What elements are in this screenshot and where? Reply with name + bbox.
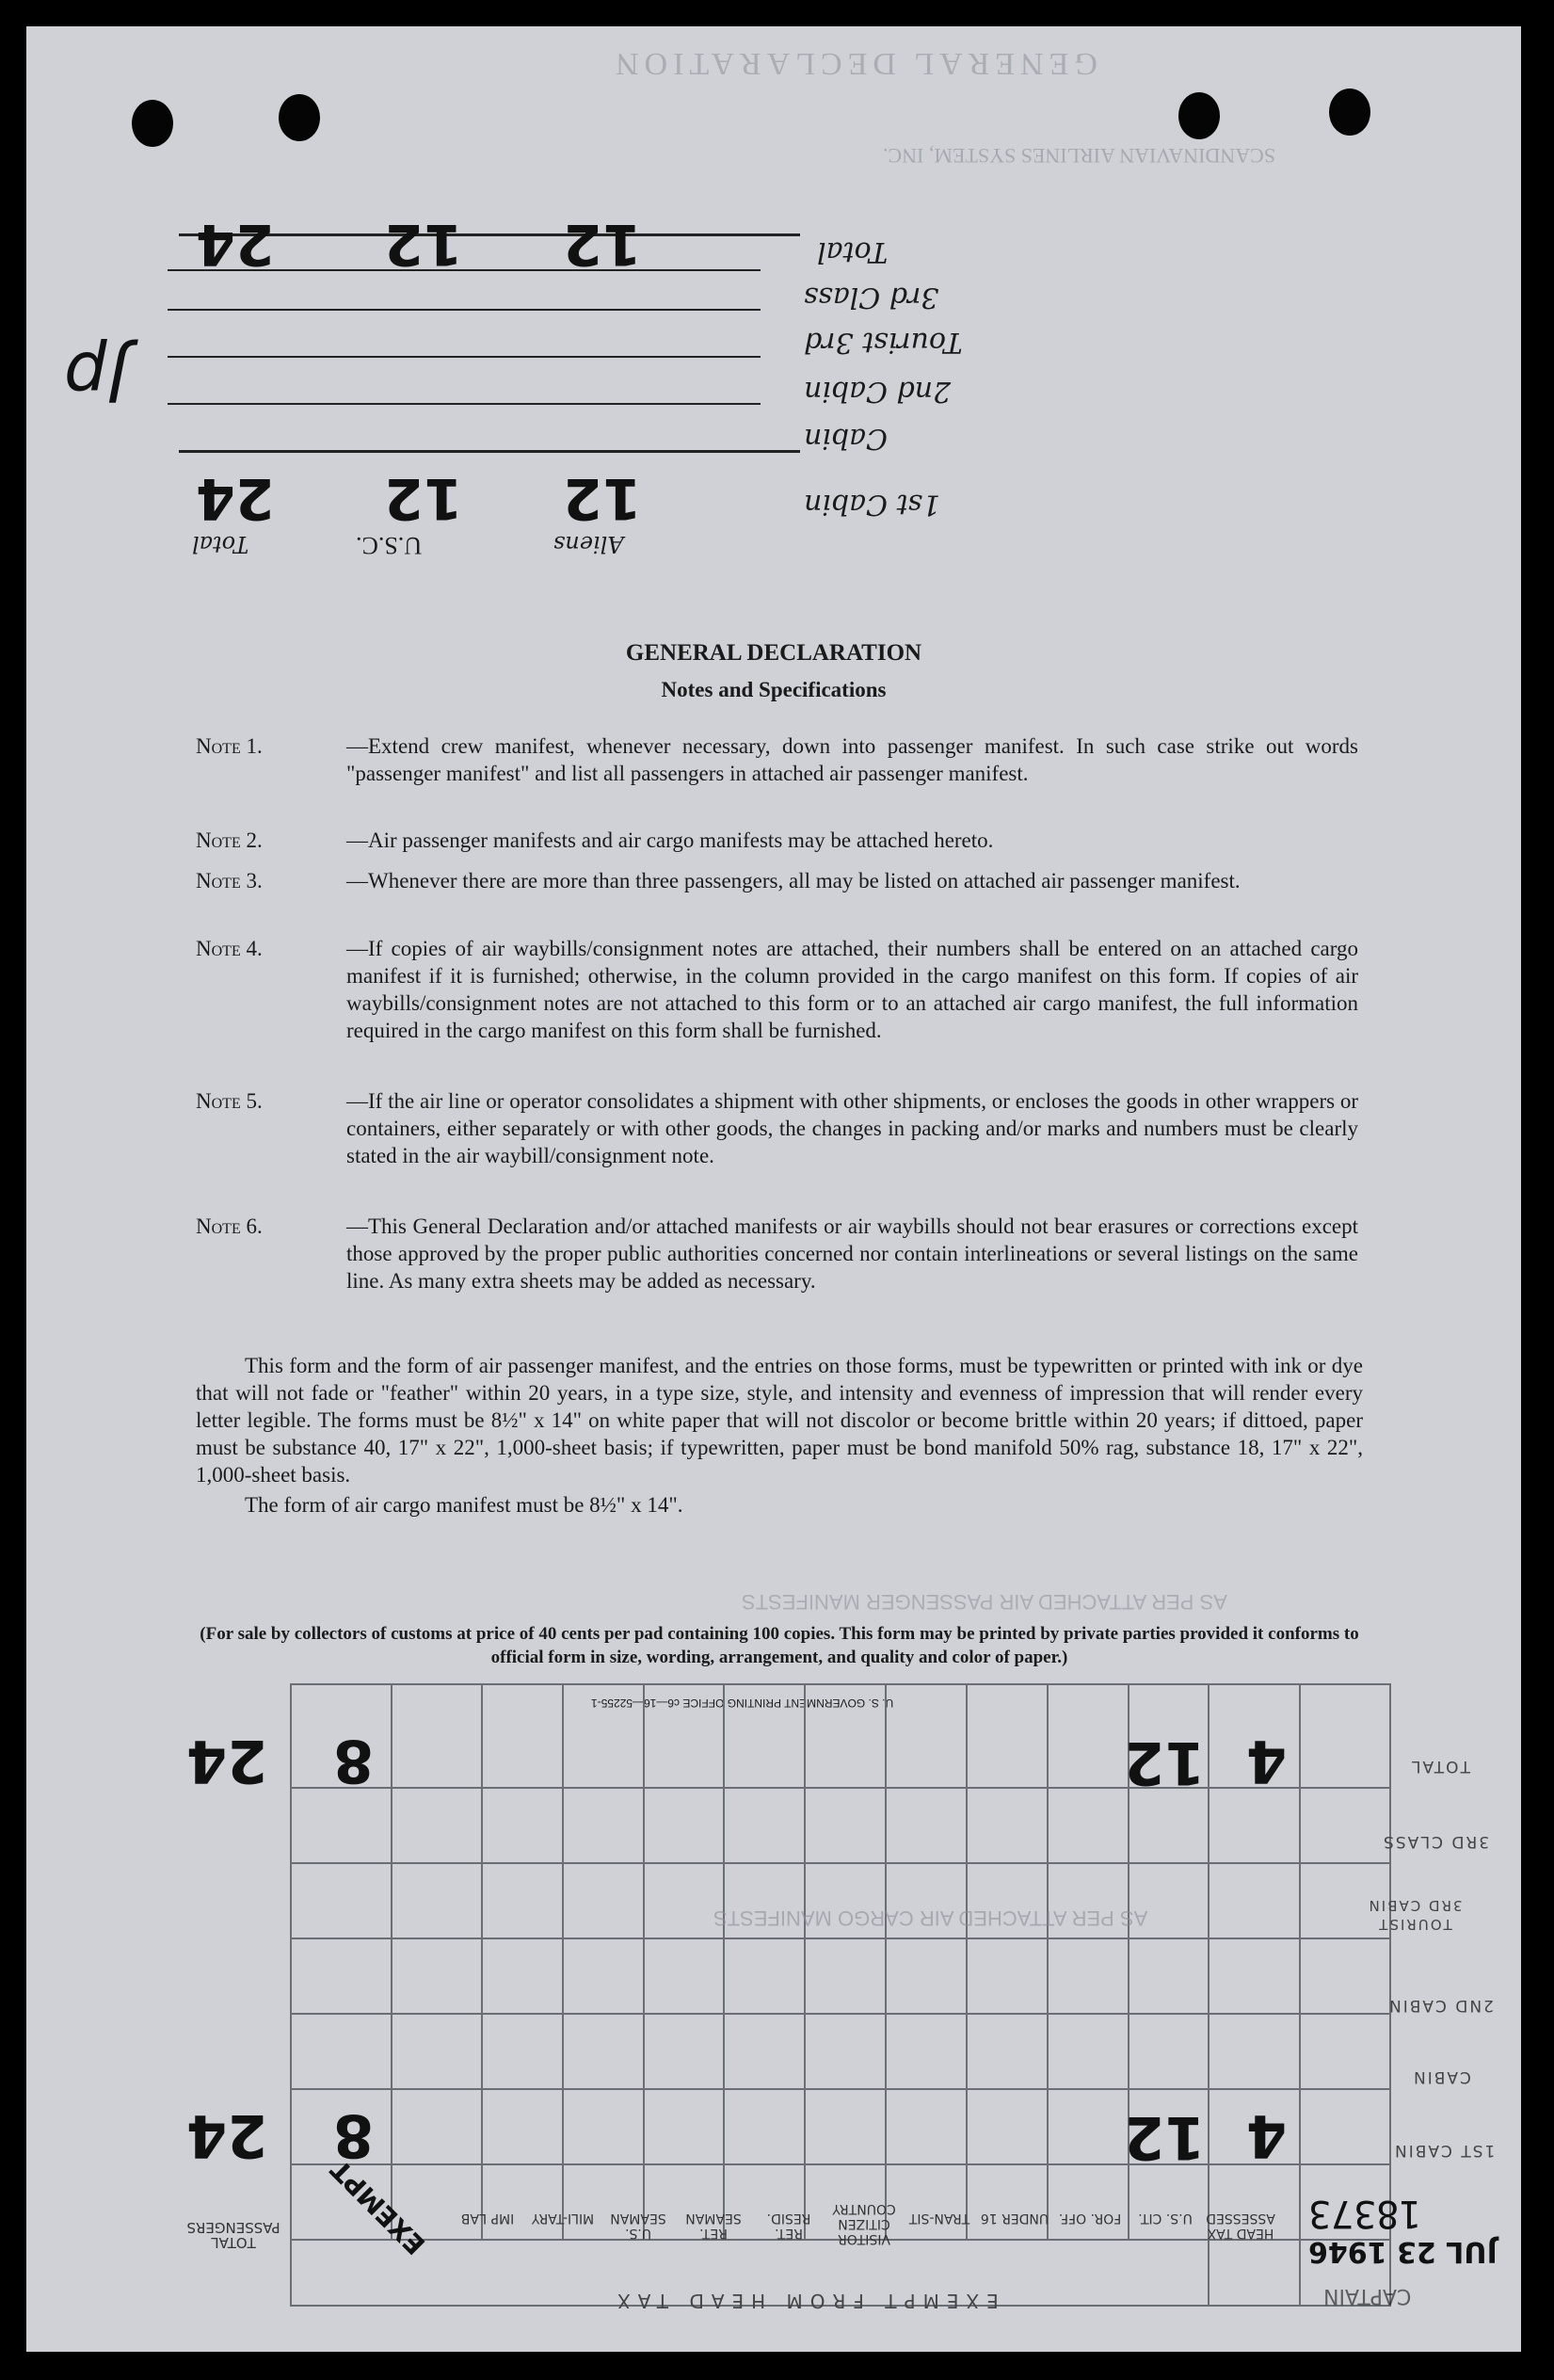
tally-col-usc: U.S.C. <box>356 532 423 559</box>
tally-initials: Jp <box>64 337 127 416</box>
row-label-1st-cabin: 1ST CABIN <box>1393 2141 1496 2160</box>
col-header: TRAN-SIT <box>908 2211 970 2226</box>
row-label-total: TOTAL <box>1410 1757 1470 1776</box>
note-text: —This General Declaration and/or attached manifests or air waybills should not bear erasures or corrections except those approved by the proper public authorities concerned nor contain interlineations or several listings on the same line. As many extra sheets may be added as necessary. <box>346 1214 1358 1293</box>
tally-row-label: 1st Cabin <box>804 488 941 521</box>
punch-hole <box>1329 88 1370 136</box>
row-label-3rd-class: 3RD CLASS <box>1382 1832 1490 1851</box>
printing-office-line: U. S. GOVERNMENT PRINTING OFFICE c6—16—52255-1 <box>591 1697 894 1710</box>
tally-row-label: Total <box>817 235 889 268</box>
punch-hole <box>1178 92 1220 139</box>
col-header-total-passengers: TOTAL PASSENGERS <box>186 2219 280 2251</box>
note-label: Note 6. <box>196 1214 263 1238</box>
airline-stamp: SCANDINAVIAN AIRLINES SYSTEM, INC. <box>883 144 1276 168</box>
note-5 <box>196 1087 1363 1169</box>
row-label-cabin: CABIN <box>1412 2067 1471 2086</box>
note-text: —Whenever there are more than three passengers, all may be listed on attached air passenger manifest. <box>346 869 1241 892</box>
tally-row-label: Tourist 3rd <box>804 326 963 359</box>
first-cabin-total: 24 <box>186 2101 268 2170</box>
tally-row-label: 3rd Class <box>804 281 939 314</box>
col-header: U.S. CIT. <box>1138 2211 1193 2226</box>
col-header: MILI-TARY <box>531 2211 595 2226</box>
col-header: UNDER 16 <box>980 2211 1049 2226</box>
tally-first-usc: 12 <box>384 465 463 531</box>
col-header: RET. RESID. <box>766 2211 811 2241</box>
note-text: —Extend crew manifest, whenever necessary, down into passenger manifest. In such case strike out words "passenger manifest" and list all passengers in attached air passenger manifest. <box>346 734 1358 785</box>
note-text: —Air passenger manifests and air cargo manifests may be attached hereto. <box>346 828 994 852</box>
note-text: —If copies of air waybills/consignment notes are attached, their numbers shall be entered on an attached cargo manifest if it is furnished; otherwise, in the column provided in the cargo manifest on this form. If copies of air waybills/consignment notes are not attached to this form or to an attached air cargo manifest, the full information required in the cargo manifest on this form shall be furnished. <box>346 937 1358 1042</box>
date-stamp: JUL 23 1946 <box>1308 2235 1498 2268</box>
tally-total-total: 24 <box>196 211 275 277</box>
punch-hole <box>279 94 320 141</box>
tally-col-total: Total <box>192 531 249 557</box>
faint-header-title: GENERAL DECLARATION <box>610 46 1097 81</box>
first-cabin-exempt: 8 <box>333 2101 375 2170</box>
total-row-head-tax: 4 <box>1246 1727 1288 1795</box>
total-row-exempt: 8 <box>333 1727 375 1795</box>
note-4 <box>196 935 1363 1044</box>
tally-row-label: Cabin <box>804 422 888 455</box>
tally-first-aliens: 12 <box>563 465 642 531</box>
row-label-2nd-cabin: 2ND CABIN <box>1387 1996 1494 2015</box>
note-3 <box>196 867 1363 894</box>
col-header: RET. SEAMAN <box>685 2211 742 2241</box>
specification-paragraph: This form and the form of air passenger manifest, and the entries on those forms, must be typewritten or printed with ink or dye that will not fade or "feather" within 20 years, in a type size, style, and intensity and evenness of impression that will render every letter legible. The forms must be 8½" x 14" on white paper that will not discolor or become brittle within 20 years; if dittoed, paper must be substance 40, 17" x 22", 1,000-sheet basis; if typewritten, paper must be bond manifold 50% rag, substance 18, 17" x 22", 1,000-sheet basis. <box>196 1354 1363 1487</box>
tally-row-label: 2nd Cabin <box>804 375 952 408</box>
tally-col-aliens: Aliens <box>553 531 624 557</box>
punch-hole <box>132 100 173 147</box>
sale-note: (For sale by collectors of customs at price of 40 cents per pad containing 100 copies. This form may be printed by private parties provided it conforms to official form in size, wording, arrangement, and quality and color of paper.) <box>200 1624 1359 1667</box>
declaration-subtitle: Notes and Specifications <box>661 678 887 701</box>
declaration-title: GENERAL DECLARATION <box>625 640 922 666</box>
total-row-us-cit: 12 <box>1124 1729 1206 1797</box>
row-label-tourist: TOURIST 3RD CABIN <box>1367 1897 1463 1933</box>
total-row-total: 24 <box>186 1727 268 1795</box>
col-header: VISITOR CITIZEN COUNTRY <box>832 2201 896 2246</box>
captain-label: CAPTAIN <box>1323 2284 1412 2308</box>
faint-cargo-heading: AS PER ATTACHED AIR CARGO MANIFESTS <box>713 1906 1148 1930</box>
exempt-stamp: EXEMPT <box>324 2153 432 2261</box>
note-label: Note 4. <box>196 937 263 960</box>
exempt-banner: EXEMPT FROM HEAD TAX <box>610 2290 999 2312</box>
tally-total-aliens: 12 <box>563 211 642 277</box>
note-label: Note 5. <box>196 1089 263 1113</box>
note-2 <box>196 827 1363 854</box>
col-header: IMP LAB <box>460 2211 515 2226</box>
cargo-size-line: The form of air cargo manifest must be 8½" x 14". <box>245 1493 683 1517</box>
col-header: FOR. OFF. <box>1058 2211 1122 2226</box>
faint-passenger-heading: AS PER ATTACHED AIR PASSENGER MANIFESTS <box>742 1590 1227 1614</box>
note-1 <box>196 732 1363 787</box>
note-label: Note 3. <box>196 869 263 892</box>
note-text: —If the air line or operator consolidates a shipment with other shipments, or encloses the goods in other wrappers or containers, either separately or with other goods, the changes in packing and/or marks and numbers must be clearly stated in the air waybill/consignment note. <box>346 1089 1358 1167</box>
tally-total-usc: 12 <box>384 211 463 277</box>
tally-first-total: 24 <box>196 465 275 531</box>
note-6 <box>196 1213 1363 1295</box>
col-header: U.S. SEAMAN <box>610 2211 666 2241</box>
stamp-number: 18373 <box>1308 2192 1422 2235</box>
document-page <box>26 26 1521 2352</box>
col-header-head-tax: HEAD TAX ASSESSED <box>1206 2211 1275 2241</box>
note-label: Note 1. <box>196 734 263 758</box>
first-cabin-us-cit: 12 <box>1124 2103 1206 2172</box>
first-cabin-head-tax: 4 <box>1246 2101 1288 2170</box>
note-label: Note 2. <box>196 828 263 852</box>
